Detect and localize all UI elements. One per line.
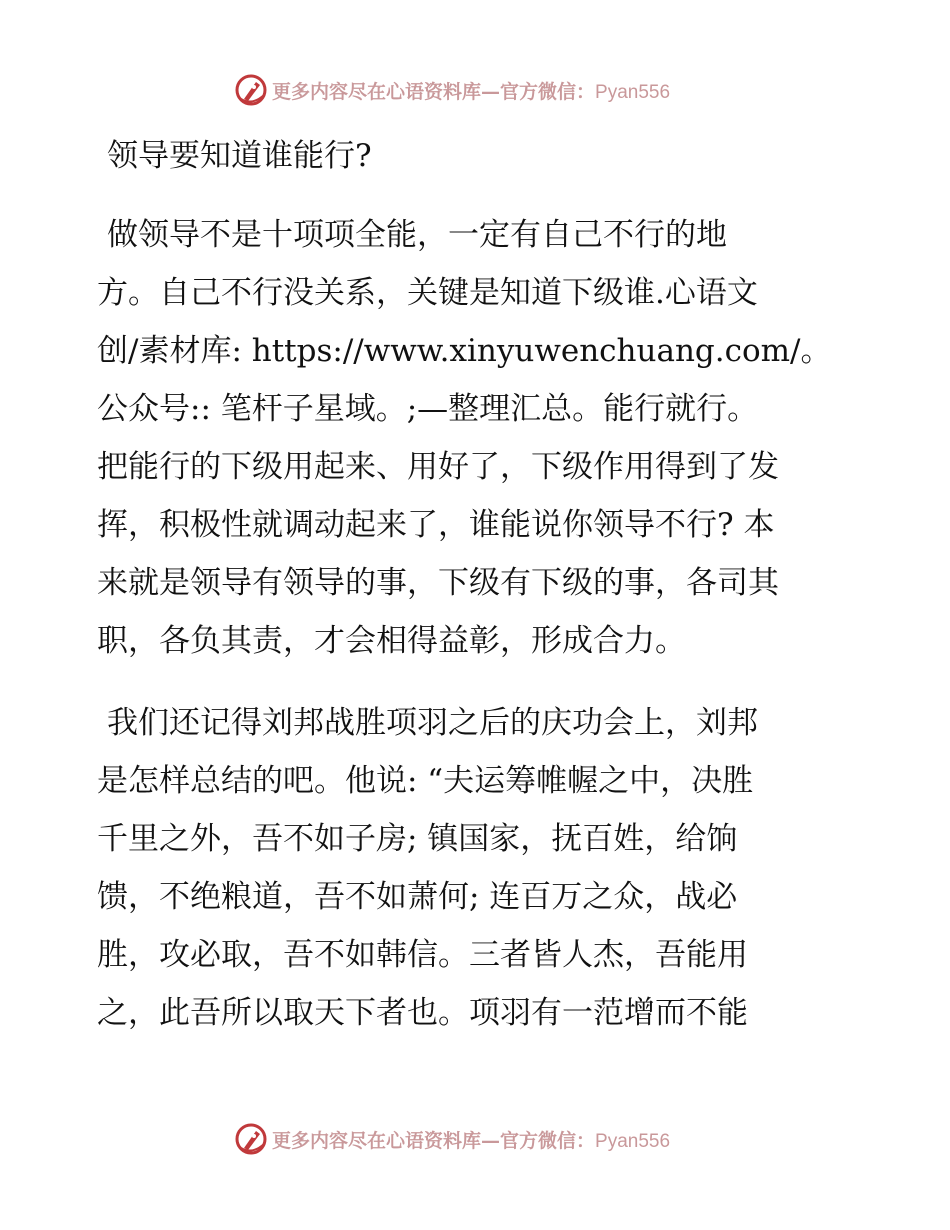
paragraph-line: 挥，积极性就调动起来了，谁能说你领导不行? 本 <box>97 507 775 543</box>
paragraph-line: 之，此吾所以取天下者也。项羽有一范增而不能 <box>97 995 748 1031</box>
paragraph-line: 我们还记得刘邦战胜项羽之后的庆功会上，刘邦 <box>107 705 758 741</box>
header-watermark <box>234 72 670 108</box>
paragraph-line: 把能行的下级用起来、用好了，下级作用得到了发 <box>97 449 779 485</box>
paragraph-line: 做领导不是十项项全能，一定有自己不行的地 <box>107 217 727 253</box>
pen-nib-logo-icon <box>234 73 268 107</box>
watermark-wechat-id: Pyan556 <box>595 1130 671 1152</box>
document-body <box>97 120 857 1042</box>
paragraph-line: 千里之外，吾不如子房; 镇国家，抚百姓，给饷 <box>97 821 738 857</box>
paragraph-line: 创/素材库: https://www.xinyuwenchuang.com/。 <box>97 333 832 369</box>
pen-nib-logo-icon <box>234 1122 268 1156</box>
footer-watermark <box>234 1121 670 1157</box>
paragraph-line: 来就是领导有领导的事，下级有下级的事，各司其 <box>97 565 779 601</box>
paragraph-2 <box>97 694 857 1042</box>
paragraph-line: 公众号:: 笔杆子星域。;—整理汇总。能行就行。 <box>97 391 759 427</box>
paragraph-line: 馈，不绝粮道，吾不如萧何; 连百万之众，战必 <box>97 879 738 915</box>
document-title: 领导要知道谁能行? <box>107 138 372 174</box>
paragraph-line: 职，各负其责，才会相得益彰，形成合力。 <box>97 623 686 659</box>
paragraph-1 <box>97 206 857 670</box>
paragraph-line: 方。自己不行没关系，关键是知道下级谁.心语文 <box>97 275 758 311</box>
watermark-text: 更多内容尽在心语资料库—官方微信：Pyan556 <box>272 80 671 103</box>
watermark-wechat-id: Pyan556 <box>595 81 671 103</box>
watermark-text: 更多内容尽在心语资料库—官方微信：Pyan556 <box>272 1129 671 1152</box>
paragraph-line: 是怎样总结的吧。他说: “夫运筹帷幄之中，决胜 <box>97 763 754 799</box>
paragraph-line: 胜，攻必取，吾不如韩信。三者皆人杰，吾能用 <box>97 937 748 973</box>
